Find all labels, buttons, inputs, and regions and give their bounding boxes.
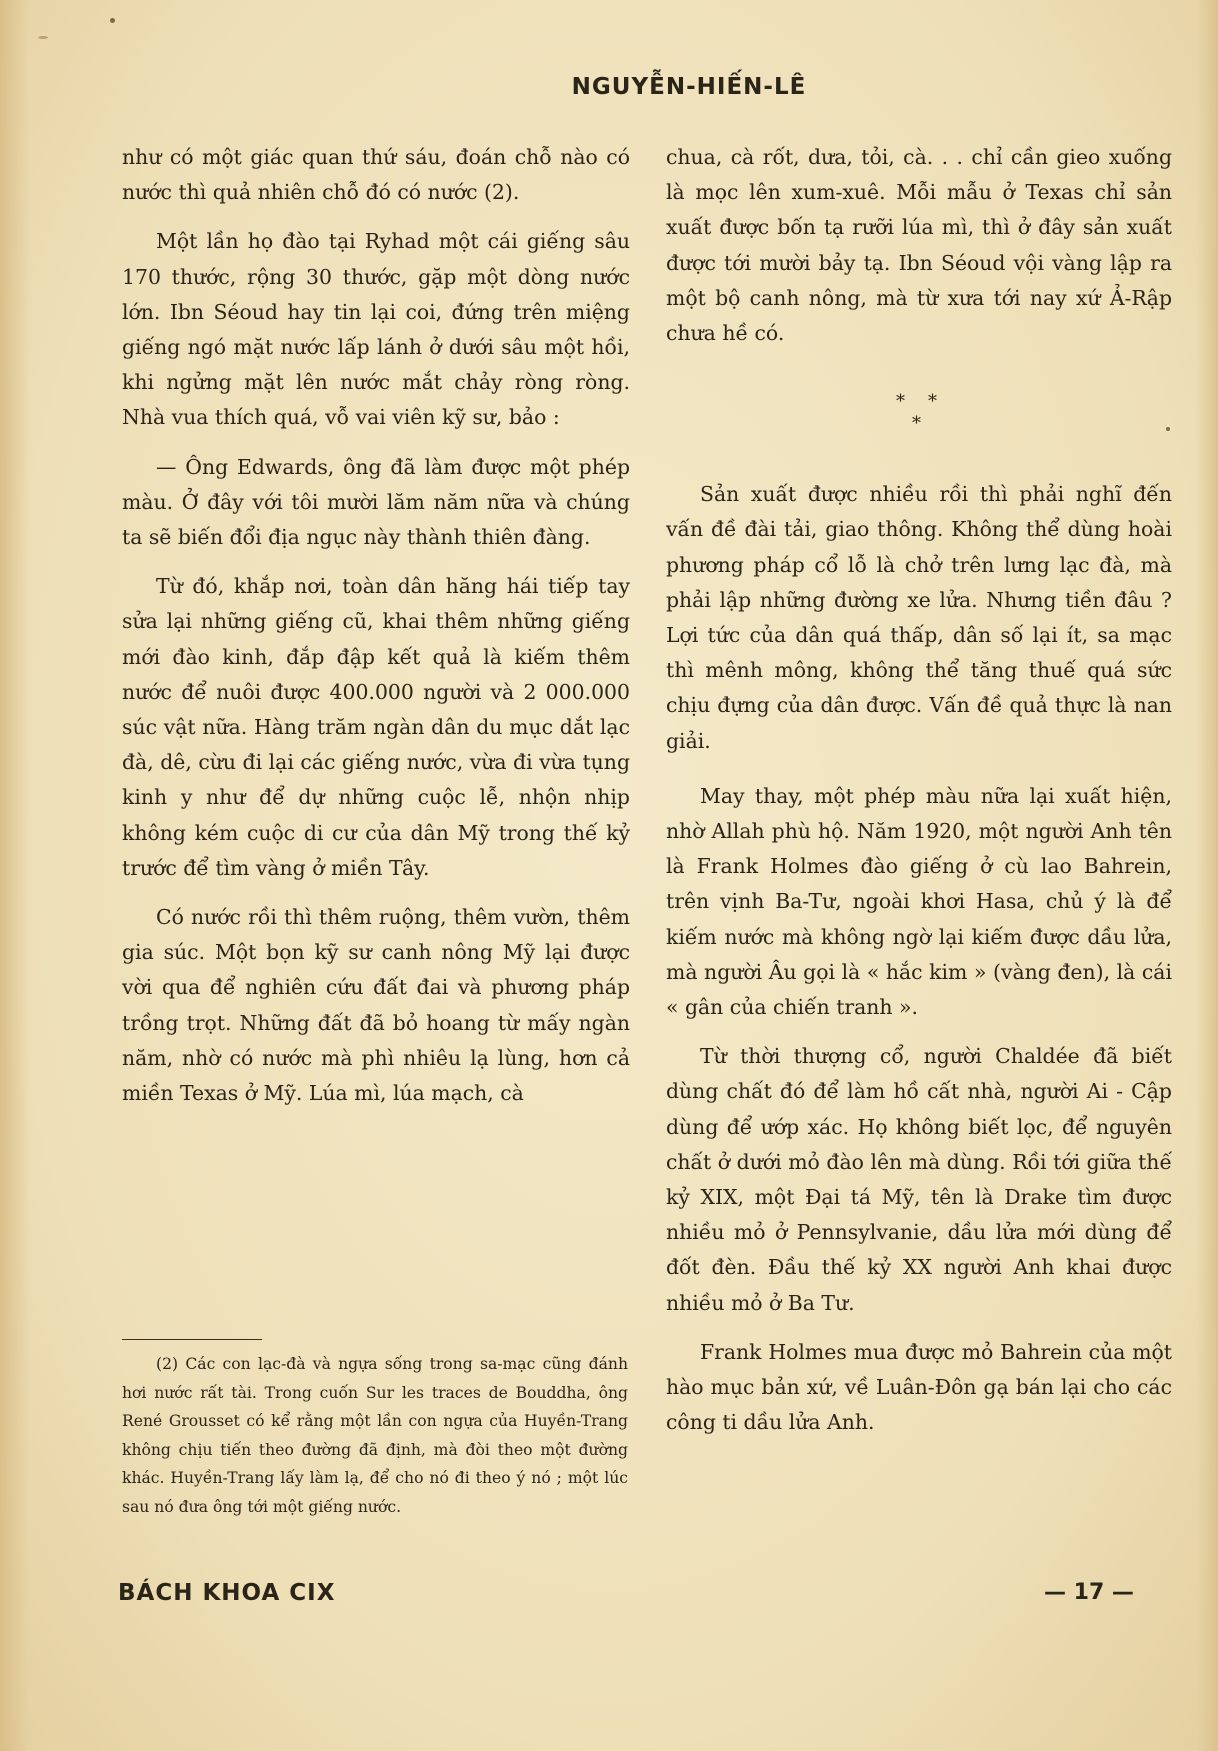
footnote-divider	[122, 1339, 262, 1340]
separator-star: *	[896, 391, 905, 413]
paragraph: — Ông Edwards, ông đã làm được một phép màu. Ở đây với tôi mười lăm năm nữa và chúng ta sẽ biến đổi địa ngục này thành thiên đàng.	[122, 454, 630, 550]
paragraph: Từ đó, khắp nơi, toàn dân hăng hái tiếp tay sửa lại những giếng cũ, khai thêm những giếng mới đào kinh, đắp đập kết quả là kiếm thêm nước để nuôi được 400.000 người và 2 000.000 súc vật nữa. Hàng trăm ngàn dân du mục dắt lạc đà, dê, cừu đi lại các giếng nước, vừa đi vừa tụng kinh y như để dự những cuộc lễ, nhộn nhịp không kém cuộc di cư của dân Mỹ trong thế kỷ trước để tìm vàng ở miền Tây.	[122, 574, 630, 880]
paragraph: Từ thời thượng cổ, người Chaldée đã biết dùng chất đó để làm hồ cất nhà, người Ai - Cập dùng để ướp xác. Họ không biết lọc, để nguyên chất ở dưới mỏ đào lên mà dùng. Rồi tới giữa thế kỷ XIX, một Đại tá Mỹ, tên là Drake tìm được nhiều mỏ ở Pennsylvanie, dầu lửa mới dùng để đốt đèn. Đầu thế kỷ XX người Anh khai được nhiều mỏ ở Ba Tư.	[666, 1044, 1172, 1315]
page-number: — 17 —	[1044, 1580, 1134, 1605]
paragraph: Frank Holmes mua được mỏ Bahrein của một hào mục bản xứ, về Luân-Đôn gạ bán lại cho các công ti dầu lửa Anh.	[666, 1339, 1172, 1435]
paper-speck	[110, 18, 115, 23]
right-column	[666, 140, 1172, 1441]
paper-edge-left	[0, 0, 30, 1751]
publication-name: BÁCH KHOA CIX	[118, 1580, 336, 1606]
paragraph: chua, cà rốt, dưa, tỏi, cà. . . chỉ cần gieo xuống là mọc lên xum-xuê. Mỗi mẫu ở Texas chỉ sản xuất được bốn tạ rưỡi lúa mì, thì ở đây sản xuất được tới mười bảy tạ. Ibn Séoud vội vàng lập ra một bộ canh nông, mà từ xưa tới nay xứ Ả-Rập chưa hề có.	[666, 145, 1172, 346]
paper-edge-right	[1196, 0, 1218, 1751]
footnote-text: (2) Các con lạc-đà và ngựa sống trong sa-mạc cũng đánh hơi nước rất tài. Trong cuốn Sur les traces de Bouddha, ông René Grousset có kể rằng một lần con ngựa của Huyền-Trang không chịu tiến theo đường đã định, mà đòi theo một đường khác. Huyền-Trang lấy làm lạ, để cho nó đi theo ý nó ; một lúc sau nó đưa ông tới một giếng nước.	[122, 1355, 628, 1516]
left-column	[122, 140, 630, 1111]
page-header-author: NGUYỄN-HIẾN-LÊ	[571, 74, 807, 100]
separator-star: *	[928, 391, 937, 413]
paragraph: Sản xuất được nhiều rồi thì phải nghĩ đến vấn đề đài tải, giao thông. Không thể dùng hoài phương pháp cổ lỗ là chở trên lưng lạc đà, mà phải lập những đường xe lửa. Nhưng tiền đâu ? Lợi tức của dân quá thấp, dân số lại ít, sa mạc thì mênh mông, không thể tăng thuế quá sức chịu đựng của dân được. Vấn đề quả thực là nan giải.	[666, 482, 1172, 753]
section-separator	[666, 351, 1172, 477]
paragraph: May thay, một phép màu nữa lại xuất hiện, nhờ Allah phù hộ. Năm 1920, một người Anh tên là Frank Holmes đào giếng ở cù lao Bahrein, trên vịnh Ba-Tư, ngoài khơi Hasa, chủ ý là để kiếm nước mà không ngờ lại kiếm được dầu lửa, mà người Âu gọi là « hắc kim » (vàng đen), là cái « gân của chiến tranh ».	[666, 783, 1172, 1020]
paragraph: Một lần họ đào tại Ryhad một cái giếng sâu 170 thước, rộng 30 thước, gặp một dòng nước lớn. Ibn Séoud hay tin lại coi, đứng trên miệng giếng ngó mặt nước lấp lánh ở dưới sâu một hồi, khi ngửng mặt lên nước mắt chảy ròng ròng. Nhà vua thích quá, vỗ vai viên kỹ sư, bảo :	[122, 229, 630, 430]
paper-speck	[38, 36, 48, 39]
footnote	[122, 1350, 628, 1522]
paragraph: Có nước rồi thì thêm ruộng, thêm vườn, thêm gia súc. Một bọn kỹ sư canh nông Mỹ lại được vời qua để nghiên cứu đất đai và phương pháp trồng trọt. Những đất đã bỏ hoang từ mấy ngàn năm, nhờ có nước mà phì nhiêu lạ lùng, hơn cả miền Texas ở Mỹ. Lúa mì, lúa mạch, cà	[122, 905, 630, 1106]
separator-star: *	[912, 413, 921, 435]
paragraph: như có một giác quan thứ sáu, đoán chỗ nào có nước thì quả nhiên chỗ đó có nước (2).	[122, 145, 630, 205]
